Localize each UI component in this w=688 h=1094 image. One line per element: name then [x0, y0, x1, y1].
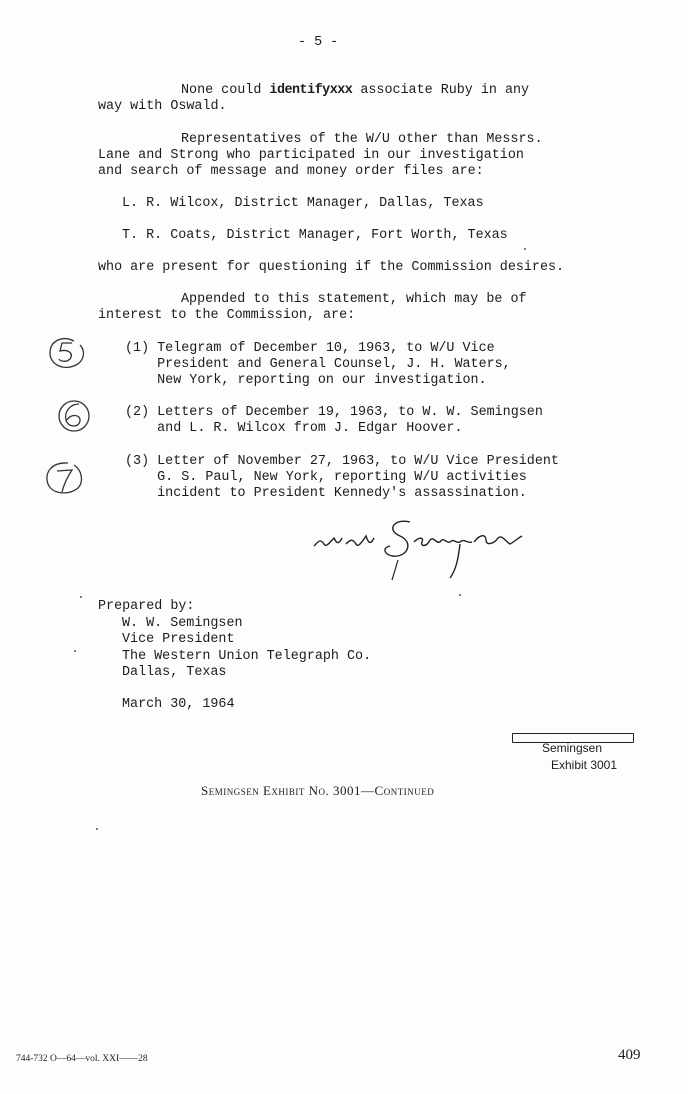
- item-3-line-2: G. S. Paul, New York, reporting W/U activities: [125, 470, 527, 485]
- margin-mark-5: [44, 333, 90, 373]
- speck: [459, 594, 461, 596]
- prepared-title: Vice President: [122, 632, 235, 647]
- item-3-line-1: (3) Letter of November 27, 1963, to W/U Vice President: [125, 454, 559, 469]
- exhibit-caption: Semingsen Exhibit No. 3001—Continued: [201, 783, 435, 798]
- item-3-line-3: incident to President Kennedy's assassination.: [125, 486, 527, 501]
- prepared-date: March 30, 1964: [122, 697, 235, 712]
- speck: [524, 248, 526, 250]
- appended-line-1: Appended to this statement, which may be of: [181, 292, 527, 307]
- paragraph-2-line-3: and search of message and money order files are:: [98, 164, 484, 179]
- appended-line-2: interest to the Commission, are:: [98, 308, 356, 323]
- paragraph-2-line-1: Representatives of the W/U other than Messrs.: [181, 132, 543, 147]
- item-1-line-3: New York, reporting on our investigation.: [125, 373, 487, 388]
- prepared-city: Dallas, Texas: [122, 665, 227, 680]
- paragraph-2-line-2: Lane and Strong who participated in our investigation: [98, 148, 524, 163]
- rep-coats: T. R. Coats, District Manager, Fort Worth, Texas: [122, 228, 508, 243]
- present-line: who are present for questioning if the Commission desires.: [98, 260, 565, 275]
- struck-word: identifyxxx: [269, 83, 353, 98]
- item-1-line-1: (1) Telegram of December 10, 1963, to W/U Vice: [125, 341, 495, 356]
- margin-mark-7: [42, 458, 86, 498]
- item-2-line-2: and L. R. Wilcox from J. Edgar Hoover.: [125, 421, 463, 436]
- paragraph-1-line-2: way with Oswald.: [98, 99, 227, 114]
- item-2-line-1: (2) Letters of December 19, 1963, to W. W. Semingsen: [125, 405, 543, 420]
- prepared-name: W. W. Semingsen: [122, 616, 243, 631]
- page-number: - 5 -: [298, 35, 339, 50]
- rep-wilcox: L. R. Wilcox, District Manager, Dallas, Texas: [122, 196, 484, 211]
- page-folio: 409: [618, 1047, 641, 1063]
- speck: [96, 828, 98, 830]
- paragraph-1-after: associate Ruby in any: [352, 83, 530, 98]
- margin-mark-6: [54, 396, 94, 436]
- exhibit-tag-name: Semingsen: [541, 741, 603, 755]
- item-1-line-2: President and General Counsel, J. H. Waters,: [125, 357, 511, 372]
- prepared-company: The Western Union Telegraph Co.: [122, 649, 372, 664]
- exhibit-tag-number: Exhibit 3001: [550, 758, 618, 772]
- speck: [80, 596, 82, 598]
- paragraph-1-before: None could: [181, 83, 270, 98]
- speck: [74, 650, 76, 652]
- paragraph-1-line-1: [181, 83, 529, 99]
- footer-print-code: 744-732 O—64—vol. XXI——28: [16, 1054, 148, 1064]
- prepared-label: Prepared by:: [98, 599, 195, 614]
- signature: [310, 508, 530, 588]
